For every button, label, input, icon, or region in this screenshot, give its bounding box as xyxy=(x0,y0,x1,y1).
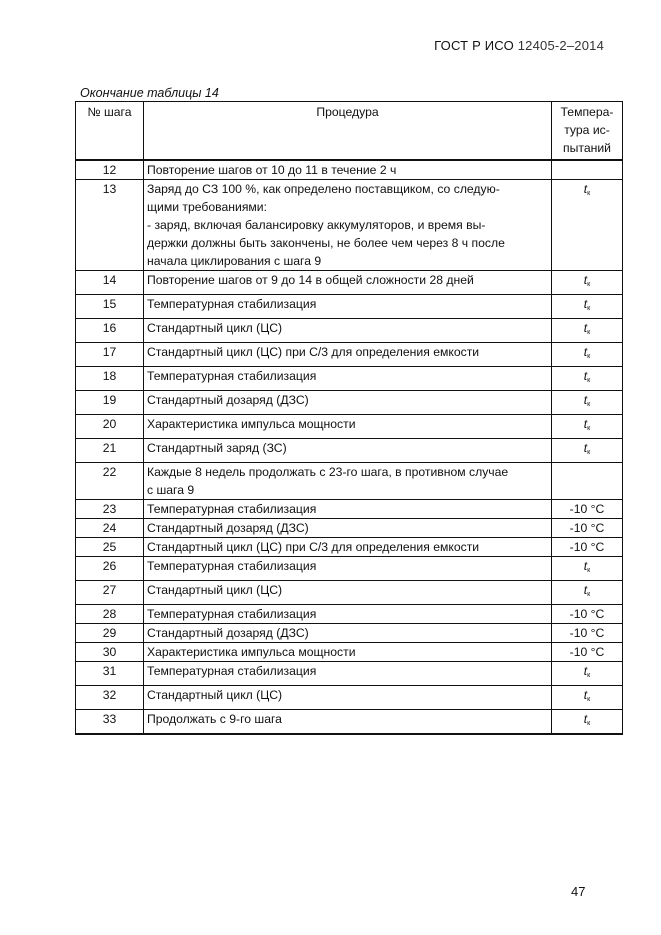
table-row xyxy=(76,500,623,519)
step-number-cell: 32 xyxy=(76,686,144,710)
procedure-line: Заряд до СЗ 100 %, как определено поставщиком, со следую- xyxy=(147,182,500,196)
tk-symbol xyxy=(584,369,590,383)
tk-subscript: к xyxy=(587,696,591,703)
table-row xyxy=(76,463,623,500)
table-row xyxy=(76,271,623,295)
temperature-cell xyxy=(552,557,623,581)
step-number-cell: 16 xyxy=(76,319,144,343)
table-row xyxy=(76,624,623,643)
procedure-line: Каждые 8 недель продолжать с 23-го шага, в противном случае xyxy=(147,465,509,479)
tk-symbol xyxy=(584,321,590,335)
tk-base: t xyxy=(583,297,588,311)
tk-symbol xyxy=(584,559,590,573)
procedure-line: держки должны быть закончены, не более чем через 8 ч после xyxy=(147,236,505,250)
table-row xyxy=(76,605,623,624)
tk-subscript: к xyxy=(587,329,591,336)
document-header xyxy=(434,38,604,53)
temperature-cell xyxy=(552,271,623,295)
tk-subscript: к xyxy=(587,567,591,574)
temperature-cell: -10 °С xyxy=(552,500,623,519)
tk-symbol xyxy=(584,273,590,287)
procedure-cell xyxy=(144,180,552,271)
table-row xyxy=(76,319,623,343)
step-number-cell: 15 xyxy=(76,295,144,319)
temperature-cell xyxy=(552,415,623,439)
column-header-temperature-line: тура ис- xyxy=(564,123,610,137)
tk-symbol xyxy=(584,345,590,359)
step-number-cell: 31 xyxy=(76,662,144,686)
temperature-cell xyxy=(552,391,623,415)
procedure-cell: Стандартный цикл (ЦС) xyxy=(144,319,552,343)
temperature-cell: -10 °С xyxy=(552,519,623,538)
tk-base: t xyxy=(583,559,588,573)
tk-symbol xyxy=(584,583,590,597)
procedure-line: с шага 9 xyxy=(147,483,195,497)
step-number-cell: 22 xyxy=(76,463,144,500)
table-row xyxy=(76,439,623,463)
column-header-temperature-line: Темпера- xyxy=(560,105,614,119)
tk-subscript: к xyxy=(587,591,591,598)
table-row xyxy=(76,686,623,710)
procedure-cell: Температурная стабилизация xyxy=(144,557,552,581)
procedure-cell: Стандартный цикл (ЦС) при С/3 для определения емкости xyxy=(144,343,552,367)
column-header-step: № шага xyxy=(76,102,144,161)
table-row xyxy=(76,581,623,605)
step-number-cell: 25 xyxy=(76,538,144,557)
tk-subscript: к xyxy=(587,401,591,408)
tk-symbol xyxy=(584,393,590,407)
table-row xyxy=(76,391,623,415)
tk-subscript: к xyxy=(587,672,591,679)
procedure-line: начала циклирования с шага 9 xyxy=(147,254,322,268)
table-row xyxy=(76,662,623,686)
procedure-cell: Повторение шагов от 9 до 14 в общей сложности 28 дней xyxy=(144,271,552,295)
tk-symbol xyxy=(584,441,590,455)
procedure-cell: Температурная стабилизация xyxy=(144,367,552,391)
temperature-cell xyxy=(552,710,623,735)
procedure-cell: Продолжать с 9-го шага xyxy=(144,710,552,735)
step-number-cell: 14 xyxy=(76,271,144,295)
step-number-cell: 12 xyxy=(76,160,144,180)
procedure-cell: Характеристика импульса мощности xyxy=(144,415,552,439)
procedure-cell: Стандартный заряд (ЗС) xyxy=(144,439,552,463)
step-number-cell: 28 xyxy=(76,605,144,624)
temperature-cell: -10 °С xyxy=(552,605,623,624)
temperature-cell xyxy=(552,343,623,367)
tk-subscript: к xyxy=(587,353,591,360)
temperature-cell xyxy=(552,367,623,391)
tk-base: t xyxy=(583,321,588,335)
procedure-cell: Стандартный цикл (ЦС) xyxy=(144,581,552,605)
procedure-cell: Стандартный дозаряд (ДЗС) xyxy=(144,519,552,538)
procedure-cell: Температурная стабилизация xyxy=(144,662,552,686)
table-row xyxy=(76,160,623,180)
temperature-cell xyxy=(552,581,623,605)
tk-subscript: к xyxy=(587,305,591,312)
step-number-cell: 30 xyxy=(76,643,144,662)
table-row xyxy=(76,538,623,557)
tk-subscript: к xyxy=(587,281,591,288)
step-number-cell: 20 xyxy=(76,415,144,439)
table-row xyxy=(76,710,623,735)
tk-symbol xyxy=(584,688,590,702)
step-number-cell: 17 xyxy=(76,343,144,367)
table-row xyxy=(76,180,623,271)
tk-base: t xyxy=(583,369,588,383)
column-header-procedure: Процедура xyxy=(144,102,552,161)
procedure-cell: Стандартный дозаряд (ДЗС) xyxy=(144,391,552,415)
temperature-cell xyxy=(552,439,623,463)
column-header-temperature-line: пытаний xyxy=(563,141,611,155)
temperature-cell: -10 °С xyxy=(552,624,623,643)
tk-base: t xyxy=(583,273,588,287)
temperature-cell xyxy=(552,463,623,500)
table-caption: Окончание таблицы 14 xyxy=(80,86,219,100)
table-row xyxy=(76,519,623,538)
step-number-cell: 13 xyxy=(76,180,144,271)
tk-base: t xyxy=(583,345,588,359)
tk-base: t xyxy=(583,712,588,726)
tk-base: t xyxy=(583,417,588,431)
procedure-cell: Температурная стабилизация xyxy=(144,295,552,319)
procedure-cell: Стандартный цикл (ЦС) при С/3 для определения емкости xyxy=(144,538,552,557)
procedure-cell xyxy=(144,463,552,500)
tk-base: t xyxy=(583,688,588,702)
tk-subscript: к xyxy=(587,377,591,384)
step-number-cell: 21 xyxy=(76,439,144,463)
tk-base: t xyxy=(583,664,588,678)
step-number-cell: 18 xyxy=(76,367,144,391)
tk-symbol xyxy=(584,417,590,431)
tk-subscript: к xyxy=(587,190,591,197)
tk-subscript: к xyxy=(587,425,591,432)
table-body xyxy=(76,160,623,734)
temperature-cell xyxy=(552,662,623,686)
temperature-cell xyxy=(552,319,623,343)
tk-symbol xyxy=(584,297,590,311)
step-number-cell: 19 xyxy=(76,391,144,415)
tk-base: t xyxy=(583,393,588,407)
temperature-cell xyxy=(552,295,623,319)
table-header-row xyxy=(76,102,623,161)
step-number-cell: 23 xyxy=(76,500,144,519)
temperature-cell: -10 °С xyxy=(552,538,623,557)
tk-symbol xyxy=(584,182,590,196)
standard-number: 12405-2–2014 xyxy=(517,38,604,53)
tk-base: t xyxy=(583,583,588,597)
page-number: 47 xyxy=(571,884,586,899)
table-row xyxy=(76,367,623,391)
table-row xyxy=(76,643,623,662)
procedure-cell: Стандартный дозаряд (ДЗС) xyxy=(144,624,552,643)
table-row xyxy=(76,343,623,367)
temperature-cell: -10 °С xyxy=(552,643,623,662)
step-number-cell: 26 xyxy=(76,557,144,581)
procedure-cell: Характеристика импульса мощности xyxy=(144,643,552,662)
procedure-cell: Температурная стабилизация xyxy=(144,605,552,624)
temperature-cell xyxy=(552,160,623,180)
procedure-table xyxy=(75,101,623,735)
temperature-cell xyxy=(552,686,623,710)
step-number-cell: 27 xyxy=(76,581,144,605)
table-row xyxy=(76,415,623,439)
step-number-cell: 24 xyxy=(76,519,144,538)
procedure-cell: Повторение шагов от 10 до 11 в течение 2 ч xyxy=(144,160,552,180)
column-header-temperature xyxy=(552,102,623,161)
table-row xyxy=(76,557,623,581)
step-number-cell: 33 xyxy=(76,710,144,735)
procedure-cell: Температурная стабилизация xyxy=(144,500,552,519)
procedure-line: щими требованиями: xyxy=(147,200,267,214)
procedure-line: - заряд, включая балансировку аккумуляторов, и время вы- xyxy=(147,218,486,232)
table-row xyxy=(76,295,623,319)
tk-base: t xyxy=(583,441,588,455)
temperature-cell xyxy=(552,180,623,271)
tk-subscript: к xyxy=(587,720,591,727)
procedure-cell: Стандартный цикл (ЦС) xyxy=(144,686,552,710)
tk-subscript: к xyxy=(587,449,591,456)
tk-base: t xyxy=(583,182,588,196)
tk-symbol xyxy=(584,664,590,678)
standard-designation: ГОСТ Р ИСО xyxy=(434,38,514,53)
tk-symbol xyxy=(584,712,590,726)
step-number-cell: 29 xyxy=(76,624,144,643)
